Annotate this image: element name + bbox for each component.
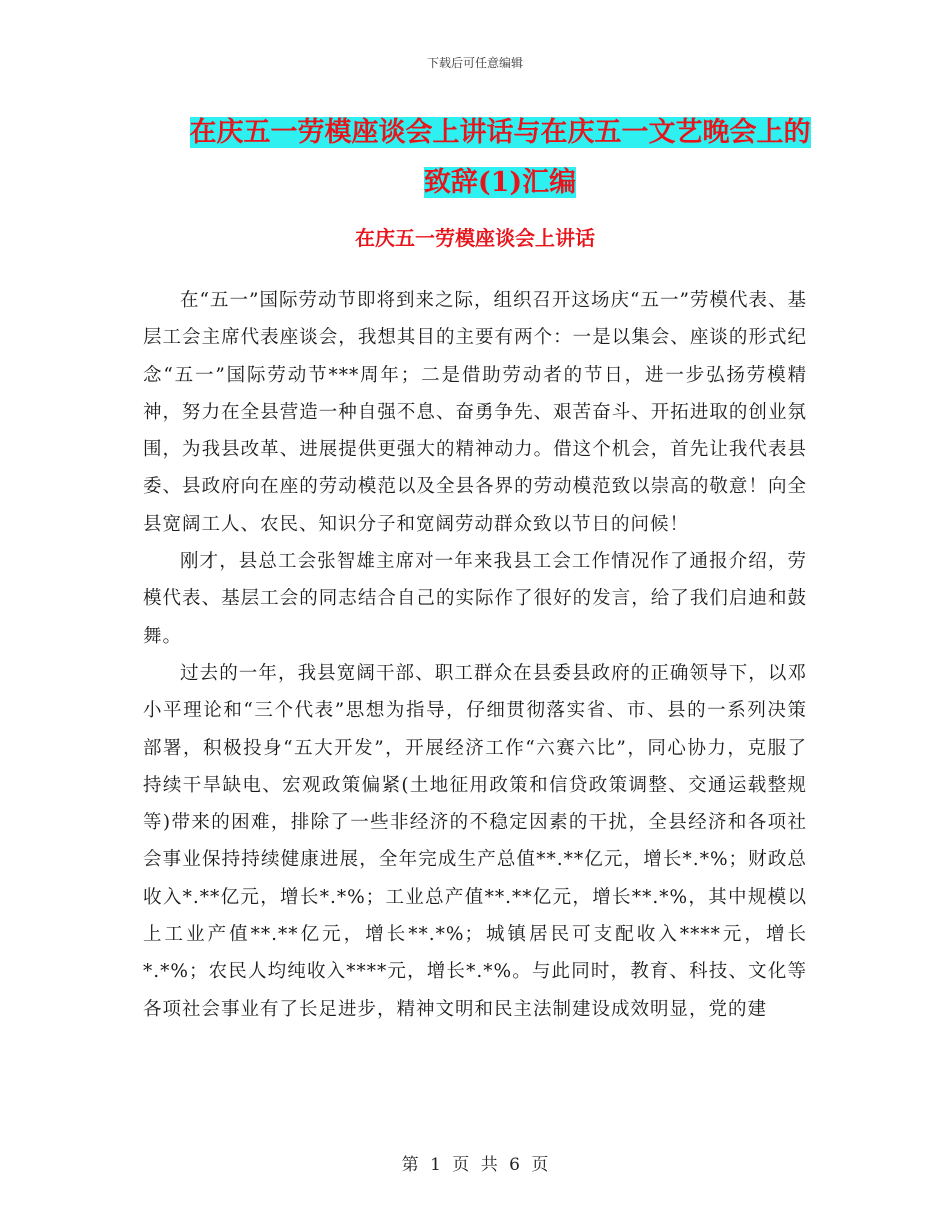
paragraph: 在“五一”国际劳动节即将到来之际，组织召开这场庆“五一”劳模代表、基层工会主席代表座谈会，我想其目的主要有两个：一是以集会、座谈的形式纪念“五一”国际劳动节***周年；二是借助劳动者的节日，进一步弘扬劳模精神，努力在全县营造一种自强不息、奋勇争先、艰苦奋斗、开拓进取的创业氛围，为我县改革、进展提供更强大的精神动力。借这个机会，首先让我代表县委、县政府向在座的劳动模范以及全县各界的劳动模范致以崇高的敬意！向全县宽阔工人、农民、知识分子和宽阔劳动群众致以节日的问候！	[143, 290, 807, 535]
header-note: 下载后可任意编辑	[426, 56, 523, 70]
section-title: 在庆五一劳模座谈会上讲话	[355, 226, 595, 250]
document-title-line2: 致辞(1)汇编	[423, 167, 577, 198]
paragraph: 刚才，县总工会张智雄主席对一年来我县工会工作情况作了通报介绍，劳模代表、基层工会的同志结合自己的实际作了很好的发言，给了我们启迪和鼓舞。	[143, 551, 807, 647]
document-title	[150, 108, 850, 208]
document-title-line1: 在庆五一劳模座谈会上讲话与在庆五一文艺晚会上的	[189, 117, 811, 148]
document-body	[143, 282, 807, 1028]
page-footer: 第 1 页 共 6 页	[401, 1155, 549, 1175]
paragraph: 过去的一年，我县宽阔干部、职工群众在县委县政府的正确领导下，以邓小平理论和“三个代表”思想为指导，仔细贯彻落实省、市、县的一系列决策部署，积极投身“五大开发”，开展经济工作“六赛六比”，同心协力，克服了持续干旱缺电、宏观政策偏紧(土地征用政策和信贷政策调整、交通运载整规等)带来的困难，排除了一些非经济的不稳定因素的干扰，全县经济和各项社会事业保持持续健康进展，全年完成生产总值**.**亿元，增长*.*%；财政总收入*.**亿元，增长*.*%；工业总产值**.**亿元，增长**.*%，其中规模以上工业产值**.**亿元，增长**.*%；城镇居民可支配收入****元，增长*.*%；农民人均纯收入****元，增长*.*%。与此同时，教育、科技、文化等各项社会事业有了长足进步，精神文明和民主法制建设成效明显，党的建	[143, 662, 807, 1020]
